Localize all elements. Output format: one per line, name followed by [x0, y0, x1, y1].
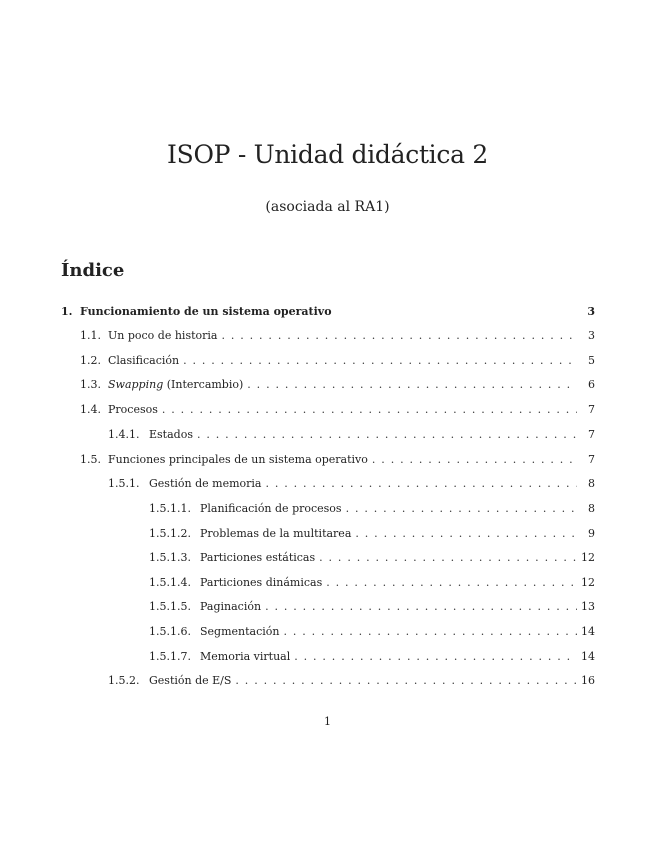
toc-entry-page: 8 — [588, 477, 595, 490]
toc-entry-number: 1.5.1. — [108, 477, 140, 490]
toc-entry-number: 1.2. — [80, 354, 101, 367]
toc-entry-page: 6 — [588, 378, 595, 391]
toc-entry[interactable] — [149, 526, 595, 542]
toc-entry-number: 1.5.1.7. — [149, 650, 191, 663]
toc-entry-number: 1.5.1.5. — [149, 600, 191, 613]
toc-entry[interactable] — [80, 402, 595, 418]
toc-entry-label: Planificación de procesos — [200, 502, 342, 515]
toc-entry[interactable] — [149, 550, 595, 566]
toc-entry-label: Estados — [149, 428, 193, 441]
dot-leader — [265, 599, 577, 615]
toc-entry[interactable] — [108, 476, 595, 492]
dot-leader — [319, 550, 577, 566]
toc-entry-page: 16 — [581, 674, 595, 687]
toc-entry-number: 1.5.1.2. — [149, 527, 191, 540]
toc-entry-number: 1.4.1. — [108, 428, 140, 441]
toc-entry-number: 1.5.1.3. — [149, 551, 191, 564]
toc-entry-page: 7 — [588, 403, 595, 416]
toc-entry-label-italic: Swapping — [108, 378, 164, 391]
dot-leader — [247, 377, 577, 393]
toc-entry-page: 7 — [588, 428, 595, 441]
toc-entry-number: 1.5.1.1. — [149, 502, 191, 515]
toc-entry-label: Funcionamiento de un sistema operativo — [80, 305, 332, 318]
toc-entry-label: Procesos — [108, 403, 158, 416]
dot-leader — [183, 353, 577, 369]
toc-entry-label: Memoria virtual — [200, 650, 291, 663]
toc-entry-label: Paginación — [200, 600, 262, 613]
dot-leader — [283, 624, 577, 640]
toc-entry-label: Gestión de E/S — [149, 674, 232, 687]
toc-entry[interactable] — [149, 624, 595, 640]
toc-heading: Índice — [61, 260, 125, 281]
document-subtitle: (asociada al RA1) — [265, 199, 390, 215]
dot-leader — [197, 427, 577, 443]
toc-entry-page: 7 — [588, 453, 595, 466]
toc-entry-label: Un poco de historia — [108, 329, 218, 342]
toc-entry-label: Gestión de memoria — [149, 477, 262, 490]
toc-entry[interactable] — [80, 377, 595, 393]
toc-entry-page: 9 — [588, 527, 595, 540]
toc-entry-label: Clasificación — [108, 354, 180, 367]
toc-entry-number: 1.5.1.4. — [149, 576, 191, 589]
dot-leader — [162, 402, 577, 418]
toc-entry-label: Problemas de la multitarea — [200, 527, 352, 540]
toc-entry-number: 1.5. — [80, 453, 101, 466]
toc-entry-label: Particiones dinámicas — [200, 576, 323, 589]
toc-entry-label-rest: (Intercambio) — [163, 378, 244, 391]
toc-entry-number: 1.4. — [80, 403, 101, 416]
toc-entry[interactable] — [149, 599, 595, 615]
dot-leader — [294, 649, 577, 665]
toc-entry[interactable] — [108, 673, 595, 689]
toc-entry-page: 8 — [588, 502, 595, 515]
toc-entry[interactable] — [149, 649, 595, 665]
toc-entry[interactable] — [149, 575, 595, 591]
toc-entry-page: 5 — [588, 354, 595, 367]
dot-leader — [326, 575, 577, 591]
dot-leader — [372, 452, 577, 468]
toc-entry-number: 1. — [61, 305, 73, 318]
toc-entry-label — [108, 377, 247, 393]
toc-entry-page: 14 — [581, 650, 595, 663]
toc-entry[interactable] — [80, 328, 595, 344]
toc-entry-number: 1.1. — [80, 329, 101, 342]
toc-entry-page: 12 — [581, 576, 595, 589]
toc-entry-label: Segmentación — [200, 625, 280, 638]
dot-leader — [346, 501, 577, 517]
dot-leader — [221, 328, 577, 344]
toc-entry[interactable] — [61, 304, 595, 320]
toc-entry-number: 1.5.1.6. — [149, 625, 191, 638]
page-number: 1 — [324, 715, 331, 728]
toc-entry[interactable] — [108, 427, 595, 443]
toc-entry-label: Funciones principales de un sistema operativo — [108, 453, 368, 466]
toc-entry-page: 14 — [581, 625, 595, 638]
toc-entry-page: 12 — [581, 551, 595, 564]
toc-entry-number: 1.3. — [80, 378, 101, 391]
toc-entry-label: Particiones estáticas — [200, 551, 316, 564]
toc-entry[interactable] — [80, 353, 595, 369]
toc-entry-page: 13 — [581, 600, 595, 613]
toc-entry-page: 3 — [587, 305, 595, 318]
toc-entry[interactable] — [80, 452, 595, 468]
dot-leader — [355, 526, 577, 542]
toc-entry-number: 1.5.2. — [108, 674, 140, 687]
document-title: ISOP - Unidad didáctica 2 — [167, 140, 488, 169]
toc-entry[interactable] — [149, 501, 595, 517]
toc-entry-page: 3 — [588, 329, 595, 342]
dot-leader — [265, 476, 577, 492]
dot-leader — [235, 673, 577, 689]
